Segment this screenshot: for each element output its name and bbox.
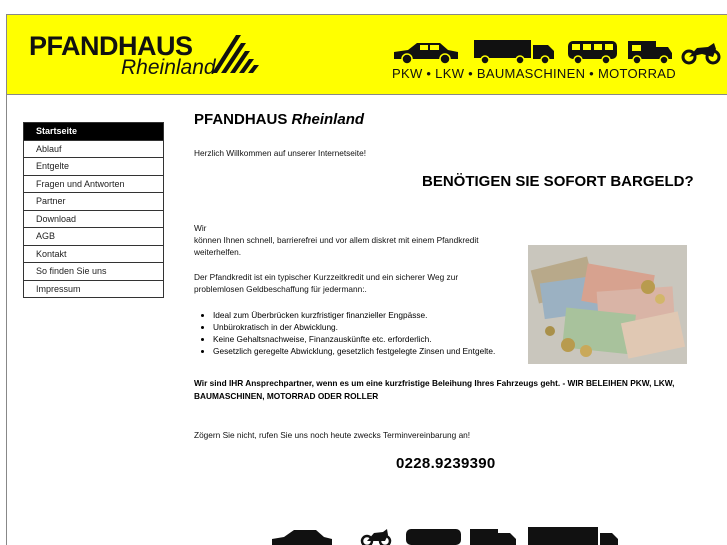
headline: BENÖTIGEN SIE SOFORT BARGELD? [422, 173, 694, 190]
sidebar-item-faq[interactable]: Fragen und Antworten [24, 175, 163, 193]
car-icon [272, 530, 332, 545]
credit-line: Der Pfandkredit ist ein typischer Kurzzeitkredit und ein sicherer Weg zur [194, 272, 459, 282]
logo-subtitle: Rheinland [121, 56, 216, 79]
benefits-list [194, 309, 495, 357]
sidebar-item-partner[interactable]: Partner [24, 192, 163, 210]
vehicle-icons [390, 37, 725, 65]
logo-stripes-icon [212, 33, 262, 75]
credit-line: problemlosen Geldbeschaffung für jedermann:. [194, 284, 367, 294]
list-item: • Unbürokratisch in der Abwicklung. [213, 321, 495, 333]
sidebar-item-ablauf[interactable]: Ablauf [24, 140, 163, 158]
site-header [7, 15, 727, 95]
list-item: • Ideal zum Überbrücken kurzfristiger finanzieller Engpässe. [213, 309, 495, 321]
vehicle-caption: PKW • LKW • BAUMASCHINEN • MOTORRAD [392, 66, 676, 81]
sidebar-item-agb[interactable]: AGB [24, 227, 163, 245]
page-title [194, 111, 364, 128]
sidebar-item-startseite[interactable]: Startseite [24, 123, 163, 140]
page-title-plain: PFANDHAUS [194, 111, 288, 128]
motorcycle-icon [683, 43, 719, 63]
footer-vehicle-icons [270, 527, 620, 545]
truck-icon [474, 40, 554, 64]
sidebar-nav [23, 122, 164, 298]
sidebar-item-entgelte[interactable]: Entgelte [24, 157, 163, 175]
sidebar-item-download[interactable]: Download [24, 210, 163, 228]
intro-line: Wir [194, 223, 207, 233]
contact-note: Wir sind IHR Ansprechpartner, wenn es um eine kurzfristige Beleihung Ihres Fahrzeugs geht. - WIR BELEIHEN PKW, LKW, BAUMASCHINEN, MOTORRAD ODER ROLLER [194, 378, 675, 401]
welcome-text: Herzlich Willkommen auf unserer Internetseite! [194, 148, 366, 158]
car-icon [394, 43, 458, 64]
truck-icon [528, 527, 618, 545]
list-item: • Keine Gehaltsnachweise, Finanzauskünfte etc. erforderlich. [213, 333, 495, 345]
call-to-action: Zögern Sie nicht, rufen Sie uns noch heute zwecks Terminvereinbarung an! [194, 430, 471, 440]
page-title-italic: Rheinland [291, 111, 365, 128]
intro-line: weiterhelfen. [194, 247, 242, 257]
bus-icon [406, 529, 461, 545]
sidebar-item-impressum[interactable]: Impressum [24, 280, 163, 298]
sidebar-item-anfahrt[interactable]: So finden Sie uns [24, 262, 163, 280]
credit-paragraph [194, 271, 458, 295]
sidebar-item-kontakt[interactable]: Kontakt [24, 245, 163, 263]
list-item: • Gesetzlich geregelte Abwicklung, gesetzlich festgelegte Zinsen und Entgelte. [213, 345, 495, 357]
intro-line: können Ihnen schnell, barrierefrei und vor allem diskret mit einem Pfandkredit [194, 235, 479, 245]
bus-icon [568, 41, 617, 64]
money-photo [528, 245, 687, 364]
intro-paragraph [194, 222, 479, 258]
motorcycle-icon [362, 529, 390, 545]
camper-icon [628, 41, 672, 64]
phone-number[interactable]: 0228.9239390 [396, 455, 496, 472]
camper-icon [470, 529, 516, 545]
logo-title[interactable]: PFANDHAUS [29, 31, 193, 61]
